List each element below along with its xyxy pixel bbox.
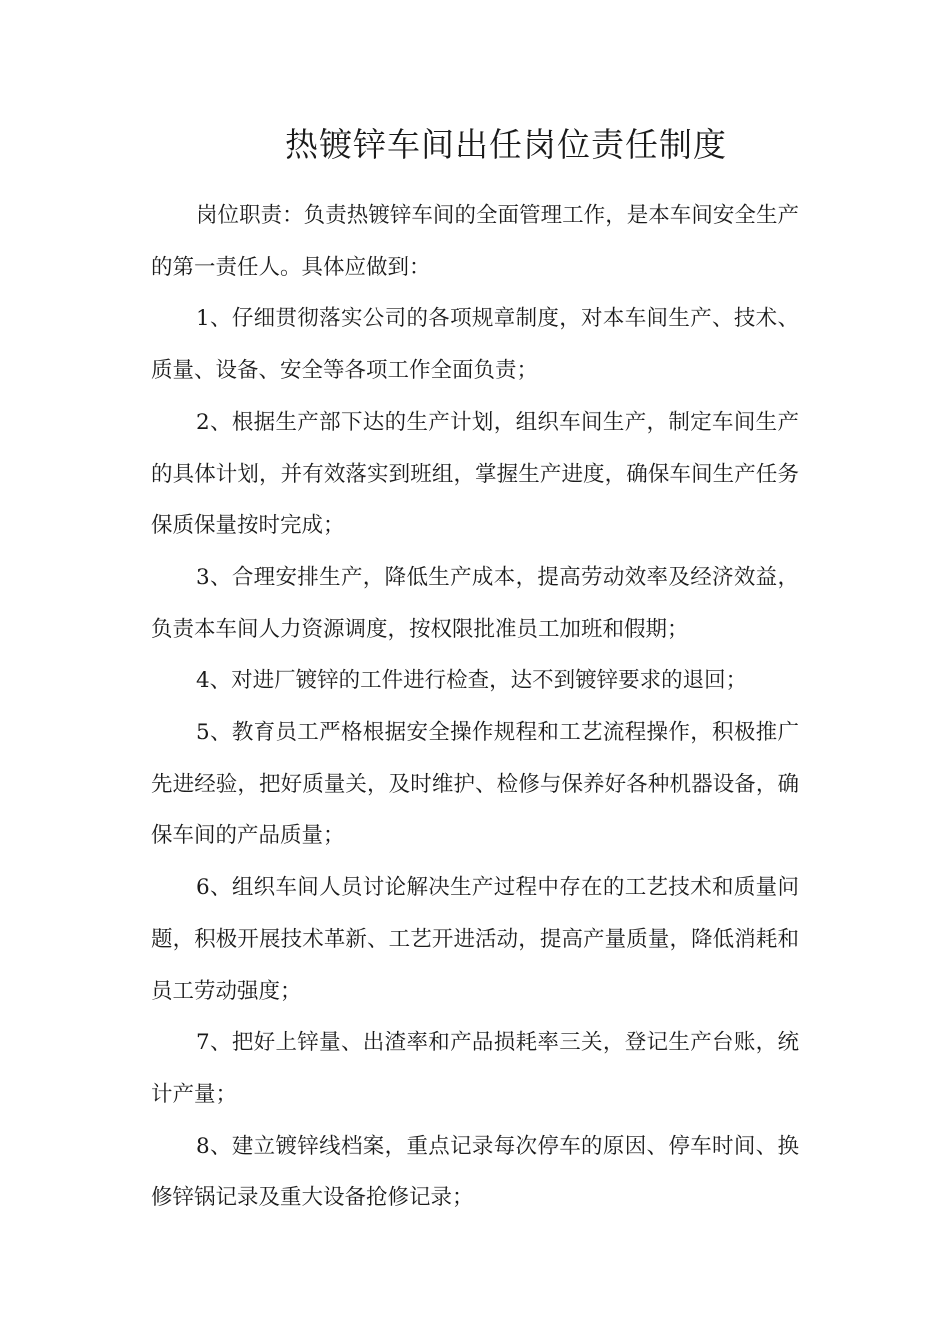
- document-body: [151, 190, 799, 1224]
- paragraph-item-3: 3、合理安排生产，降低生产成本，提高劳动效率及经济效益，负责本车间人力资源调度，按权限批准员工加班和假期；: [151, 564, 799, 642]
- paragraph-item-8: 8、建立镀锌线档案，重点记录每次停车的原因、停车时间、换修锌锅记录及重大设备抢修记录；: [151, 1133, 799, 1211]
- paragraph-item-6: 6、组织车间人员讨论解决生产过程中存在的工艺技术和质量问题，积极开展技术革新、工艺开进活动，提高产量质量，降低消耗和员工劳动强度；: [151, 875, 799, 1004]
- paragraph-item-1: 1、仔细贯彻落实公司的各项规章制度，对本车间生产、技术、质量、设备、安全等各项工作全面负责；: [151, 306, 799, 384]
- document-title: 热镀锌车间出任岗位责任制度: [285, 125, 727, 164]
- paragraph-item-5: 5、教育员工严格根据安全操作规程和工艺流程操作，积极推广先进经验，把好质量关，及时维护、检修与保养好各种机器设备，确保车间的产品质量；: [151, 720, 799, 849]
- paragraph-item-2: 2、根据生产部下达的生产计划，组织车间生产，制定车间生产的具体计划，并有效落实到班组，掌握生产进度，确保车间生产任务保质保量按时完成；: [151, 409, 799, 539]
- paragraph-item-4: 4、对进厂镀锌的工件进行检查，达不到镀锌要求的退回；: [196, 668, 748, 694]
- paragraph-item-7: 7、把好上锌量、出渣率和产品损耗率三关，登记生产台账，统计产量；: [151, 1030, 799, 1107]
- paragraph-duties: 岗位职责：负责热镀锌车间的全面管理工作，是本车间安全生产的第一责任人。具体应做到：: [151, 203, 799, 280]
